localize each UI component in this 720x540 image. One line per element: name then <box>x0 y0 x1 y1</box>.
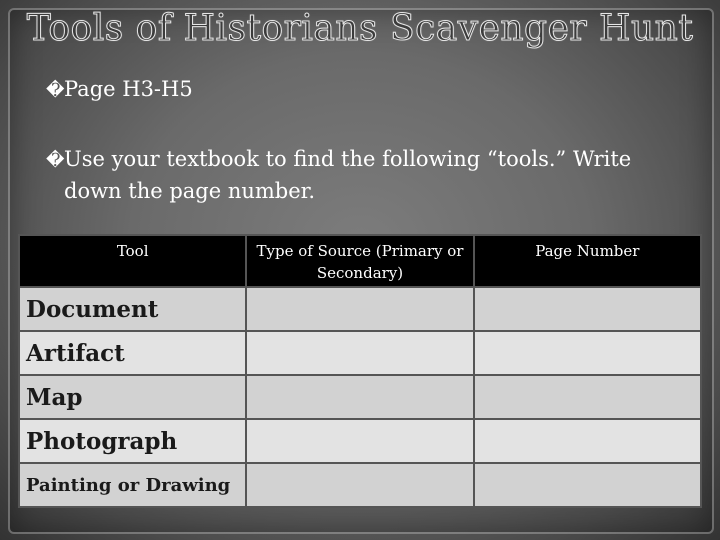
bullet-instructions <box>46 144 706 206</box>
page-number-cell[interactable] <box>474 463 701 507</box>
bullet-instructions-line2: down the page number. <box>64 179 316 203</box>
source-type-cell[interactable] <box>246 287 473 331</box>
table-row <box>19 287 701 331</box>
tool-cell: Painting or Drawing <box>19 463 246 507</box>
table-row <box>19 375 701 419</box>
table-row <box>19 331 701 375</box>
page-number-cell[interactable] <box>474 419 701 463</box>
tool-cell: Artifact <box>19 331 246 375</box>
tools-table <box>18 234 702 508</box>
header-tool: Tool <box>19 235 246 287</box>
page-number-cell[interactable] <box>474 375 701 419</box>
header-source-type: Type of Source (Primary or Secondary) <box>246 235 473 287</box>
source-type-cell[interactable] <box>246 375 473 419</box>
table-header-row <box>19 235 701 287</box>
header-page-number: Page Number <box>474 235 701 287</box>
tool-cell: Map <box>19 375 246 419</box>
source-type-cell[interactable] <box>246 463 473 507</box>
bullet-instructions-line1: Use your textbook to find the following “tools.” Write <box>64 147 632 171</box>
table-row <box>19 419 701 463</box>
source-type-cell[interactable] <box>246 331 473 375</box>
slide-title: Tools of Historians Scavenger Hunt <box>26 8 694 49</box>
table-row <box>19 463 701 507</box>
bullet-page-range-text: Page H3-H5 <box>64 77 193 101</box>
tool-cell: Photograph <box>19 419 246 463</box>
tool-cell: Document <box>19 287 246 331</box>
page-number-cell[interactable] <box>474 287 701 331</box>
source-type-cell[interactable] <box>246 419 473 463</box>
page-number-cell[interactable] <box>474 331 701 375</box>
bullet-marker-icon: � <box>46 150 65 171</box>
bullet-page-range <box>46 74 193 106</box>
bullet-marker-icon: � <box>46 80 65 101</box>
